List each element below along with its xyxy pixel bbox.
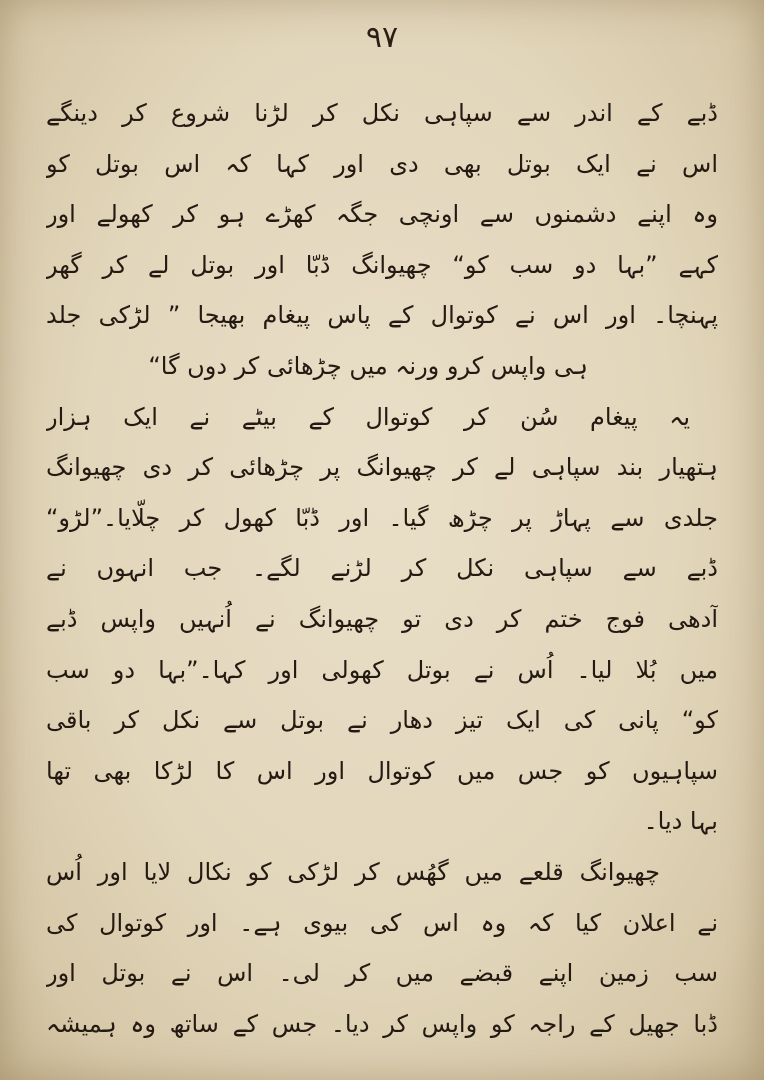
- text-line: ہتھیار بند سپاہی لے کر چھیوانگ پر چڑھائی کر دی چھیوانگ: [46, 453, 718, 482]
- text-line: میں بُلا لیا۔ اُس نے بوتل کھولی اور کہا۔”بہا دو سب: [46, 655, 718, 684]
- text-line: نے اعلان کیا کہ وہ اس کی بیوی ہے۔ اور کوتوال کی: [46, 908, 718, 937]
- paragraph-start-line: یہ پیغام سُن کر کوتوال کے بیٹے نے ایک ہزار: [46, 402, 690, 431]
- text-line: ڈبے کے اندر سے سپاہی نکل کر لڑنا شروع کر دینگے: [46, 99, 718, 127]
- text-line: وہ اپنے دشمنوں سے اونچی جگہ کھڑے ہو کر کھولے اور: [46, 200, 718, 229]
- text-line: بہا دیا۔: [643, 807, 718, 836]
- text-line: آدھی فوج ختم کر دی تو چھیوانگ نے اُنہیں واپس ڈبے: [46, 604, 718, 633]
- text-line: کہے ”بہا دو سب کو“ چھیوانگ ڈبّا اور بوتل لے کر گھر: [46, 250, 718, 279]
- text-line: سب زمین اپنے قبضے میں کر لی۔ اس نے بوتل اور: [46, 959, 718, 988]
- page-number: ۹۷: [365, 20, 399, 55]
- story-text: [46, 88, 718, 1049]
- text-line: ہی واپس کرو ورنہ میں چڑھائی کر دوں گا“: [148, 351, 588, 380]
- text-line: ڈبا جھیل کے راجہ کو واپس کر دیا۔ جس کے ساتھ وہ ہمیشہ: [46, 1009, 718, 1038]
- text-line: ڈبے سے سپاہی نکل کر لڑنے لگے۔ جب انہوں نے: [46, 554, 718, 583]
- text-line: اس نے ایک بوتل بھی دی اور کہا کہ اس بوتل کو: [46, 149, 718, 178]
- text-line: پہنچا۔ اور اس نے کوتوال کے پاس پیغام بھیجا ” لڑکی جلد: [46, 301, 718, 330]
- text-line: کو“ پانی کی ایک تیز دھار نے بوتل سے نکل کر باقی: [46, 706, 718, 735]
- text-line: جلدی سے پہاڑ پر چڑھ گیا۔ اور ڈبّا کھول کر چلّایا۔”لڑو“: [46, 503, 718, 532]
- text-line: سپاہیوں کو جس میں کوتوال اور اس کا لڑکا بھی تھا: [46, 756, 718, 785]
- paragraph-start-line: چھیوانگ قلعے میں گھُس کر لڑکی کو نکال لایا اور اُس: [46, 857, 660, 886]
